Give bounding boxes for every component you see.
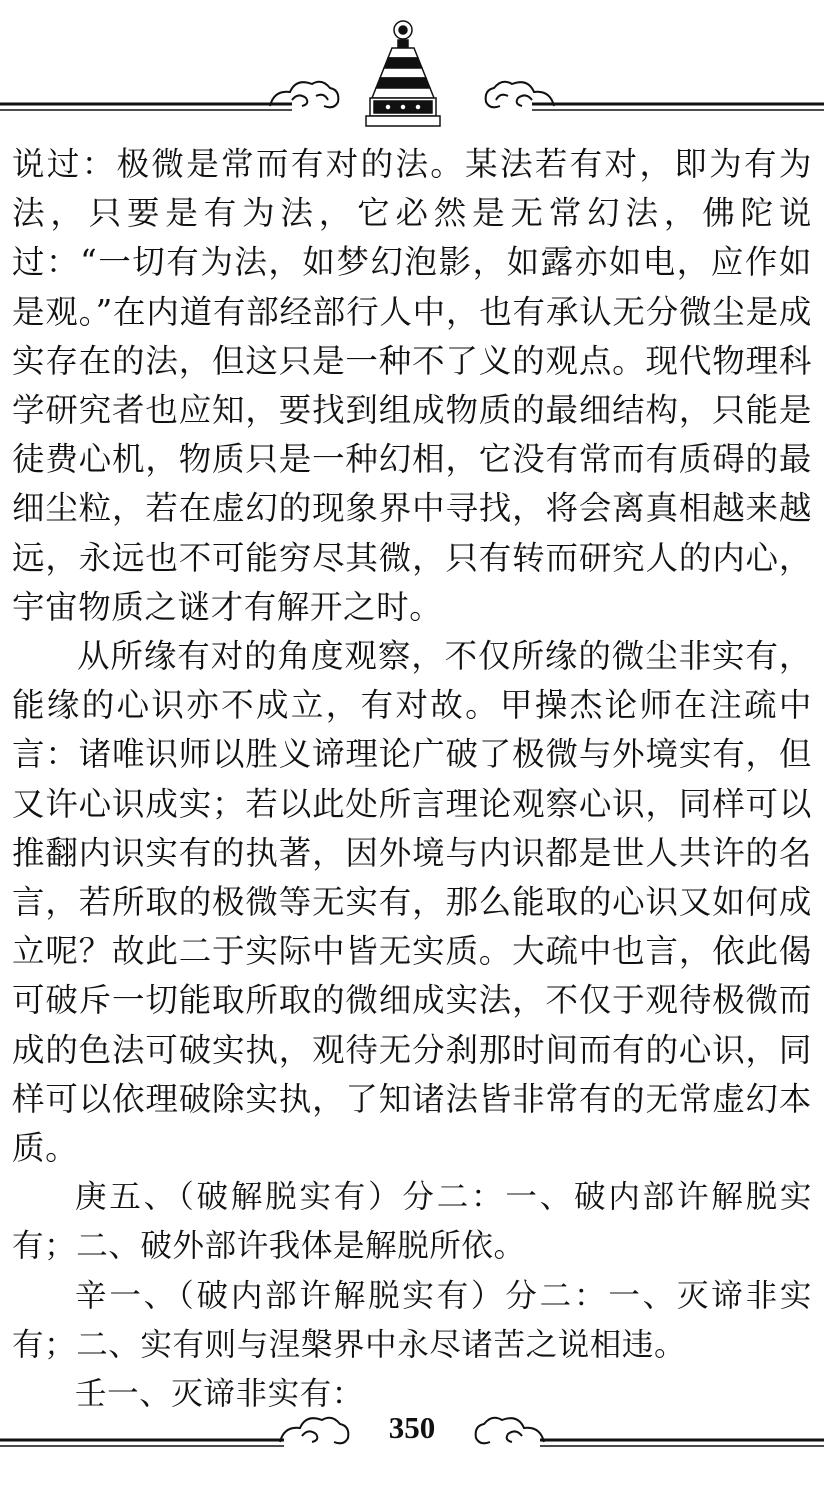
section-heading: 辛一、（破内部许解脱实有）分二：一、灭谛非实有；二、实有则与涅槃界中永尽诸苦之说相违。 <box>12 1277 812 1363</box>
page-number: 350 <box>388 1410 436 1445</box>
paragraph: 说过：极微是常而有对的法。某法若有对，即为有为法，只要是有为法，它必然是无常幻法，佛陀说过：“一切有为法，如梦幻泡影，如露亦如电，应作如是观。”在内道有部经部行人中，也有承认无分微尘是成实存在的法，但这只是一种不了义的观点。现代物理科学研究者也应知，要找到组成物质的最细结构，只能是徒费心机，物质只是一种幻相，它没有常而有质碍的最细尘粒，若在虚幻的现象界中寻找，将会离真相越来越远，永远也不可能穷尽其微，只有转而研究人的内心，宇宙物质之谜才有解开之时。 <box>12 145 812 626</box>
header-stupa-ornament <box>0 0 824 140</box>
section-heading: 庚五、（破解脱实有）分二：一、破内部许解脱实有；二、破外部许我体是解脱所依。 <box>12 1179 812 1265</box>
stupa-icon <box>366 21 440 126</box>
page-body <box>12 140 812 1419</box>
paragraph: 从所缘有对的角度观察，不仅所缘的微尘非实有，能缘的心识亦不成立，有对故。甲操杰论师在注疏中言：诸唯识师以胜义谛理论广破了极微与外境实有，但又许心识成实；若以此处所言理论观察心识，同样可以推翻内识实有的执著，因外境与内识都是世人共许的名言，若所取的极微等无实有，那么能取的心识又如何成立呢？故此二于实际中皆无实质。大疏中也言，依此偈可破斥一切能取所取的微细成实法，不仅于观待极微而成的色法可破实执，观待无分刹那时间而有的心识，同样可以依理破除实执，了知诸法皆非常有的无常虚幻本质。 <box>12 637 812 1168</box>
section-heading: 壬一、灭谛非实有： <box>75 1376 364 1413</box>
